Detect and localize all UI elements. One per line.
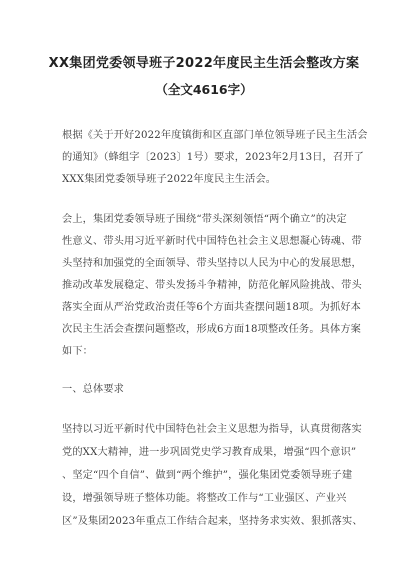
- paragraph-line: 、坚定“四个自信”、做到“两个维护”，强化集团党委领导班子建: [62, 470, 353, 481]
- paragraph-line: 根据《关于开好2022年度镇街和区直部门单位领导班子民主生活会: [62, 130, 368, 141]
- paragraph-line: 落实全面从严治党政治责任等6个方面共查摆问题18项。为抓好本: [62, 302, 362, 313]
- paragraph-line: 性意义、带头用习近平新时代中国特色社会主义思想凝心铸魂、带: [62, 236, 362, 247]
- paragraph-line: 如下：: [62, 346, 94, 357]
- document-subtitle: （全文4616字）: [155, 82, 253, 97]
- paragraph-line: XXX集团党委领导班子2022年度民主生活会。: [62, 174, 277, 185]
- paragraph-line: 次民主生活会查摆问题整改，形成6方面18项整改任务。具体方案: [62, 324, 362, 335]
- section-heading: 一、总体要求: [62, 384, 125, 395]
- paragraph-line: 党的XX大精神，进一步巩固党史学习教育成果，增强“四个意识”: [62, 447, 357, 458]
- paragraph-line: 的通知》（蜂组字〔2023〕1号）要求，2023年2月13日，召开了: [62, 152, 364, 163]
- paragraph-line: 会上，集团党委领导班子围绕“带头深刻领悟“两个确立”的决定: [62, 214, 347, 225]
- paragraph-line: 坚持以习近平新时代中国特色社会主义思想为指导，认真贯彻落实: [62, 424, 362, 435]
- paragraph-line: 推动改革发展稳定、带头发扬斗争精神，防范化解风险挑战、带头: [62, 280, 362, 291]
- document-title: XX集团党委领导班子2022年度民主生活会整改方案: [48, 56, 360, 71]
- paragraph-line: 区”及集团2023年重点工作结合起来，坚持务求实效、狠抓落实、: [62, 516, 363, 527]
- paragraph-line: 头坚持和加强党的全面领导、带头坚持以人民为中心的发展思想，: [62, 258, 362, 269]
- paragraph-line: 设，增强领导班子整体功能。将整改工作与“工业强区、产业兴: [62, 493, 347, 504]
